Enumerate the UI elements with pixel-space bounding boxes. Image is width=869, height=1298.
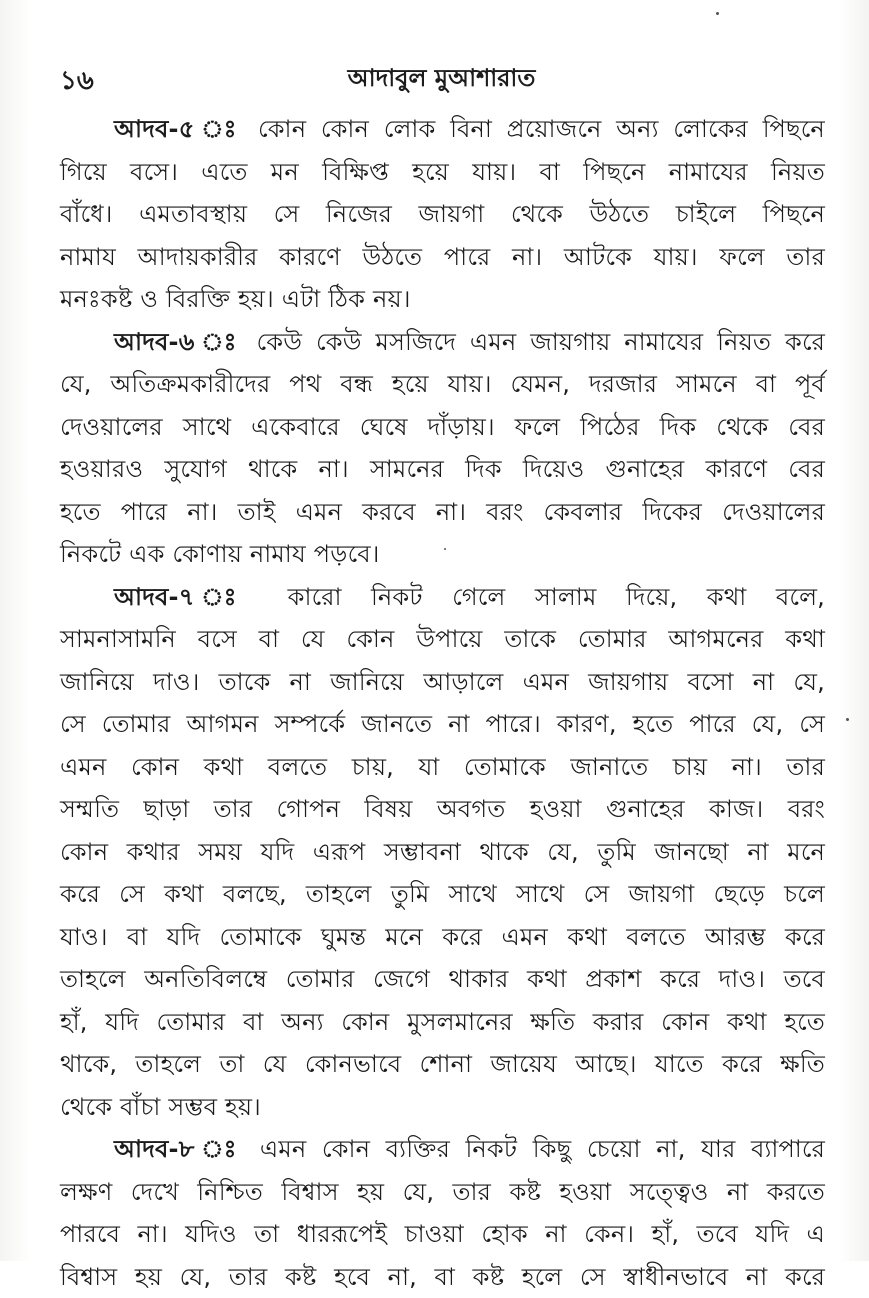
text-line: থেকে বাঁচা সম্ভব হয়।: [60, 1086, 825, 1129]
text-line: নামায আদায়কারীর কারণে উঠতে পারে না। আটকে যায়। ফলে তার: [60, 236, 825, 279]
text-line: বিশ্বাস হয় যে, তার কষ্ট হবে না, বা কষ্ট হলে সে স্বাধীনভাবে না করে: [60, 1256, 825, 1298]
page-header: [60, 56, 823, 100]
paragraph-adab-5: [60, 108, 825, 321]
paper-speck: [444, 548, 446, 550]
text-line: আদব-৮ ঃ এমন কোন ব্যক্তির নিকট কিছু চেয়ো না, যার ব্যাপারে: [60, 1128, 825, 1171]
text-line: কোন কথার সময় যদি এরূপ সম্ভাবনা থাকে যে, তুমি জানছো না মনে: [60, 831, 825, 874]
text-line: করে সে কথা বলছে, তাহলে তুমি সাথে সাথে সে জায়গা ছেড়ে চলে: [60, 873, 825, 916]
page-number: ১৬: [60, 60, 94, 104]
text-line: সে তোমার আগমন সম্পর্কে জানতে না পারে। কারণ, হতে পারে যে, সে: [60, 703, 825, 746]
text-line: সামনাসামনি বসে বা যে কোন উপায়ে তাকে তোমার আগমনের কথা: [60, 618, 825, 661]
text-line: যে, অতিক্রমকারীদের পথ বন্ধ হয়ে যায়। যেমন, দরজার সামনে বা পূর্ব: [60, 363, 825, 406]
adab-label: আদব-৭ ঃ: [114, 583, 258, 611]
text-line: মনঃকষ্ট ও বিরক্তি হয়। এটা ঠিক নয়।: [60, 278, 825, 321]
adab-label: আদব-৮ ঃ: [114, 1135, 244, 1163]
text-line: হতে পারে না। তাই এমন করবে না। বরং কেবলার দিকের দেওয়ালের: [60, 491, 825, 534]
body-text: [60, 108, 825, 1298]
text-line: নিকটে এক কোণায় নামায পড়বে।: [60, 533, 825, 576]
paper-speck: [846, 718, 849, 721]
text-line: তাহলে অনতিবিলম্বে তোমার জেগে থাকার কথা প্রকাশ করে দাও। তবে: [60, 958, 825, 1001]
paper-speck: [716, 12, 719, 15]
text-line: আদব-৫ ঃ কোন কোন লোক বিনা প্রয়োজনে অন্য লোকের পিছনে: [60, 108, 825, 151]
text-line: বাঁধে। এমতাবস্থায় সে নিজের জায়গা থেকে উঠতে চাইলে পিছনে: [60, 193, 825, 236]
text-line: জানিয়ে দাও। তাকে না জানিয়ে আড়ালে এমন জায়গায় বসো না যে,: [60, 661, 825, 704]
text-line: আদব-৬ ঃ কেউ কেউ মসজিদে এমন জায়গায় নামাযের নিয়ত করে: [60, 321, 825, 364]
running-title: আদাবুল মুআশারাত: [60, 60, 823, 100]
text-line: গিয়ে বসে। এতে মন বিক্ষিপ্ত হয়ে যায়। বা পিছনে নামাযের নিয়ত: [60, 151, 825, 194]
adab-label: আদব-৫ ঃ: [114, 115, 243, 143]
text-line: হাঁ, যদি তোমার বা অন্য কোন মুসলমানের ক্ষতি করার কোন কথা হতে: [60, 1001, 825, 1044]
text-line: লক্ষণ দেখে নিশ্চিত বিশ্বাস হয় যে, তার কষ্ট হওয়া সত্ত্বেও না করতে: [60, 1171, 825, 1214]
text-line: সম্মতি ছাড়া তার গোপন বিষয় অবগত হওয়া গুনাহের কাজ। বরং: [60, 788, 825, 831]
text-line: হওয়ারও সুযোগ থাকে না। সামনের দিক দিয়েও গুনাহের কারণে বের: [60, 448, 825, 491]
paragraph-adab-6: [60, 321, 825, 576]
text-line: যাও। বা যদি তোমাকে ঘুমন্ত মনে করে এমন কথা বলতে আরম্ভ করে: [60, 916, 825, 959]
text-line: থাকে, তাহলে তা যে কোনভাবে শোনা জায়েয আছে। যাতে করে ক্ষতি: [60, 1043, 825, 1086]
text-line: দেওয়ালের সাথে একেবারে ঘেষে দাঁড়ায়। ফলে পিঠের দিক থেকে বের: [60, 406, 825, 449]
paragraph-adab-7: [60, 576, 825, 1129]
text-line: এমন কোন কথা বলতে চায়, যা তোমাকে জানাতে চায় না। তার: [60, 746, 825, 789]
paragraph-adab-8: [60, 1128, 825, 1298]
text-line: আদব-৭ ঃ কারো নিকট গেলে সালাম দিয়ে, কথা বলে,: [60, 576, 825, 619]
adab-label: আদব-৬ ঃ: [114, 328, 243, 356]
text-line: পারবে না। যদিও তা ধাররূপেই চাওয়া হোক না কেন। হাঁ, তবে যদি এ: [60, 1213, 825, 1256]
